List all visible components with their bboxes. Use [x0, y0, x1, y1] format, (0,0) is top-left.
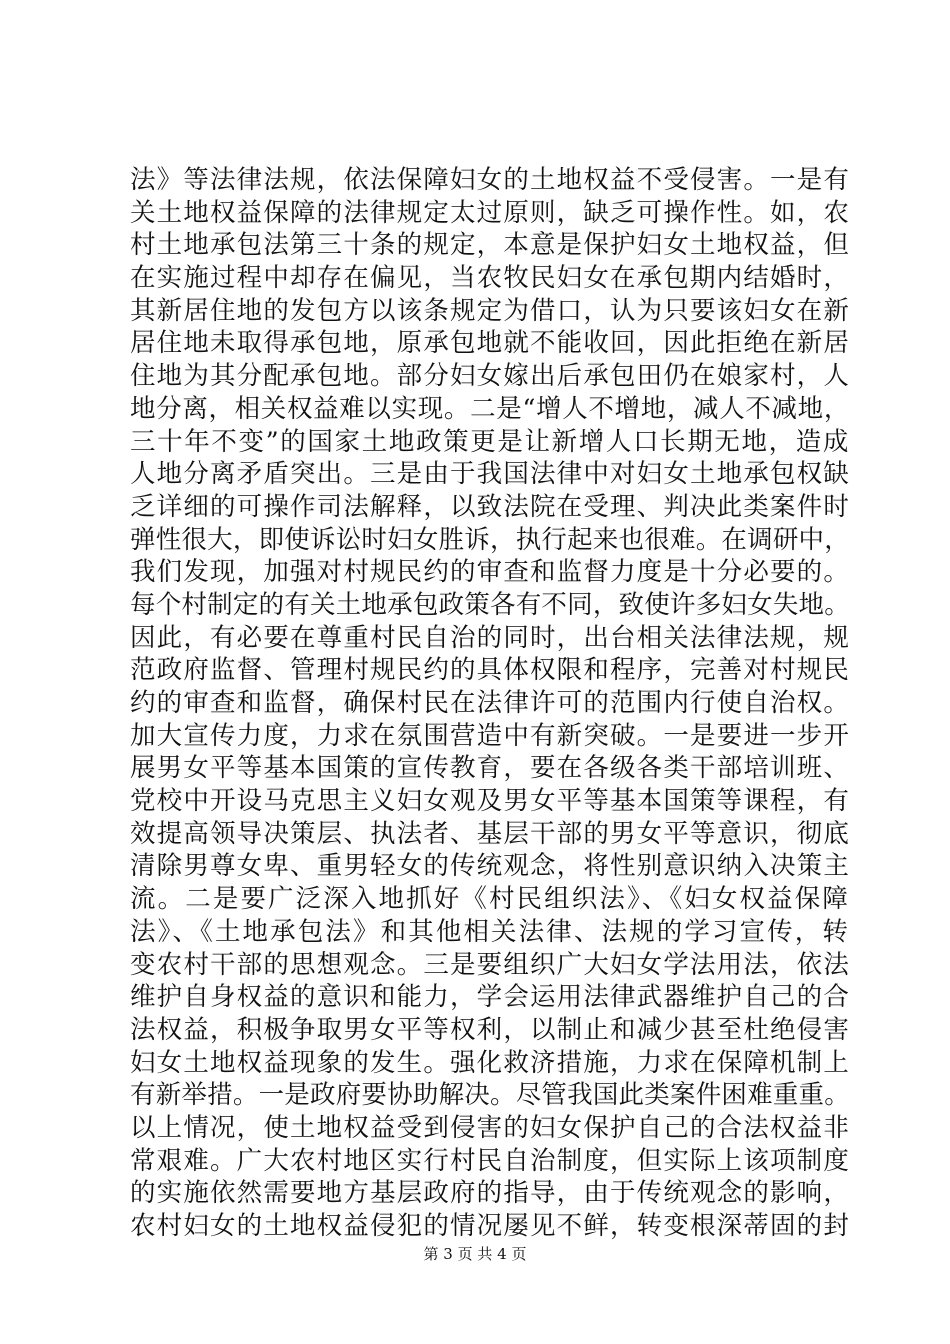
text-line: 加大宣传力度，力求在氛围营造中有新突破。一是要进一步开 — [130, 720, 850, 751]
text-line: 以上情况，使土地权益受到侵害的妇女保护自己的合法权益非 — [130, 1112, 850, 1143]
text-line: 的实施依然需要地方基层政府的指导，由于传统观念的影响， — [130, 1178, 850, 1209]
text-line: 人地分离矛盾突出。三是由于我国法律中对妇女土地承包权缺 — [130, 459, 850, 490]
text-line: 因此，有必要在尊重村民自治的同时，出台相关法律法规，规 — [130, 622, 850, 653]
text-line: 法权益，积极争取男女平等权利，以制止和减少甚至杜绝侵害 — [130, 1014, 850, 1045]
text-line: 住地为其分配承包地。部分妇女嫁出后承包田仍在娘家村，人 — [130, 361, 850, 392]
text-line: 关土地权益保障的法律规定太过原则，缺乏可操作性。如，农 — [130, 197, 850, 228]
text-line: 在实施过程中却存在偏见，当农牧民妇女在承包期内结婚时， — [130, 263, 850, 294]
text-line: 流。二是要广泛深入地抓好《村民组织法》、《妇女权益保障 — [130, 884, 850, 915]
text-line: 效提高领导决策层、执法者、基层干部的男女平等意识，彻底 — [130, 818, 850, 849]
text-line: 村土地承包法第三十条的规定，本意是保护妇女土地权益，但 — [130, 230, 850, 261]
text-line: 党校中开设马克思主义妇女观及男女平等基本国策等课程，有 — [130, 786, 850, 817]
text-line: 农村妇女的土地权益侵犯的情况屡见不鲜，转变根深蒂固的封 — [130, 1211, 850, 1241]
text-line: 约的审查和监督，确保村民在法律许可的范围内行使自治权。 — [130, 688, 850, 718]
text-line: 变农村干部的思想观念。三是要组织广大妇女学法用法，依法 — [130, 949, 850, 980]
text-line: 清除男尊女卑、重男轻女的传统观念，将性别意识纳入决策主 — [130, 851, 850, 882]
body-text — [130, 164, 850, 1243]
text-line: 弹性很大，即使诉讼时妇女胜诉，执行起来也很难。在调研中， — [130, 524, 850, 555]
text-line: 居住地未取得承包地，原承包地就不能收回，因此拒绝在新居 — [130, 328, 850, 359]
text-line: 其新居住地的发包方以该条规定为借口，认为只要该妇女在新 — [130, 295, 850, 326]
text-line: 乏详细的可操作司法解释，以致法院在受理、判决此类案件时 — [130, 491, 850, 522]
text-line: 我们发现，加强对村规民约的审查和监督力度是十分必要的。 — [130, 557, 850, 588]
text-line: 三十年不变”的国家土地政策更是让新增人口长期无地，造成 — [130, 426, 850, 457]
text-line: 妇女土地权益现象的发生。强化救济措施，力求在保障机制上 — [130, 1047, 850, 1078]
text-line: 每个村制定的有关土地承包政策各有不同，致使许多妇女失地。 — [130, 589, 850, 620]
text-line: 法》等法律法规，依法保障妇女的土地权益不受侵害。一是有 — [130, 165, 850, 195]
text-line: 展男女平等基本国策的宣传教育，要在各级各类干部培训班、 — [130, 753, 850, 784]
text-line: 法》、《土地承包法》和其他相关法律、法规的学习宣传，转 — [130, 916, 850, 947]
text-line: 有新举措。一是政府要协助解决。尽管我国此类案件困难重重。 — [130, 1080, 850, 1111]
page-footer: 第 3 页 共 4 页 — [423, 1245, 527, 1263]
text-line: 范政府监督、管理村规民约的具体权限和程序，完善对村规民 — [130, 655, 850, 686]
text-line: 地分离，相关权益难以实现。二是“增人不增地，减人不减地， — [130, 393, 850, 424]
text-line: 常艰难。广大农村地区实行村民自治制度，但实际上该项制度 — [130, 1145, 850, 1176]
text-line: 维护自身权益的意识和能力，学会运用法律武器维护自己的合 — [130, 982, 850, 1013]
